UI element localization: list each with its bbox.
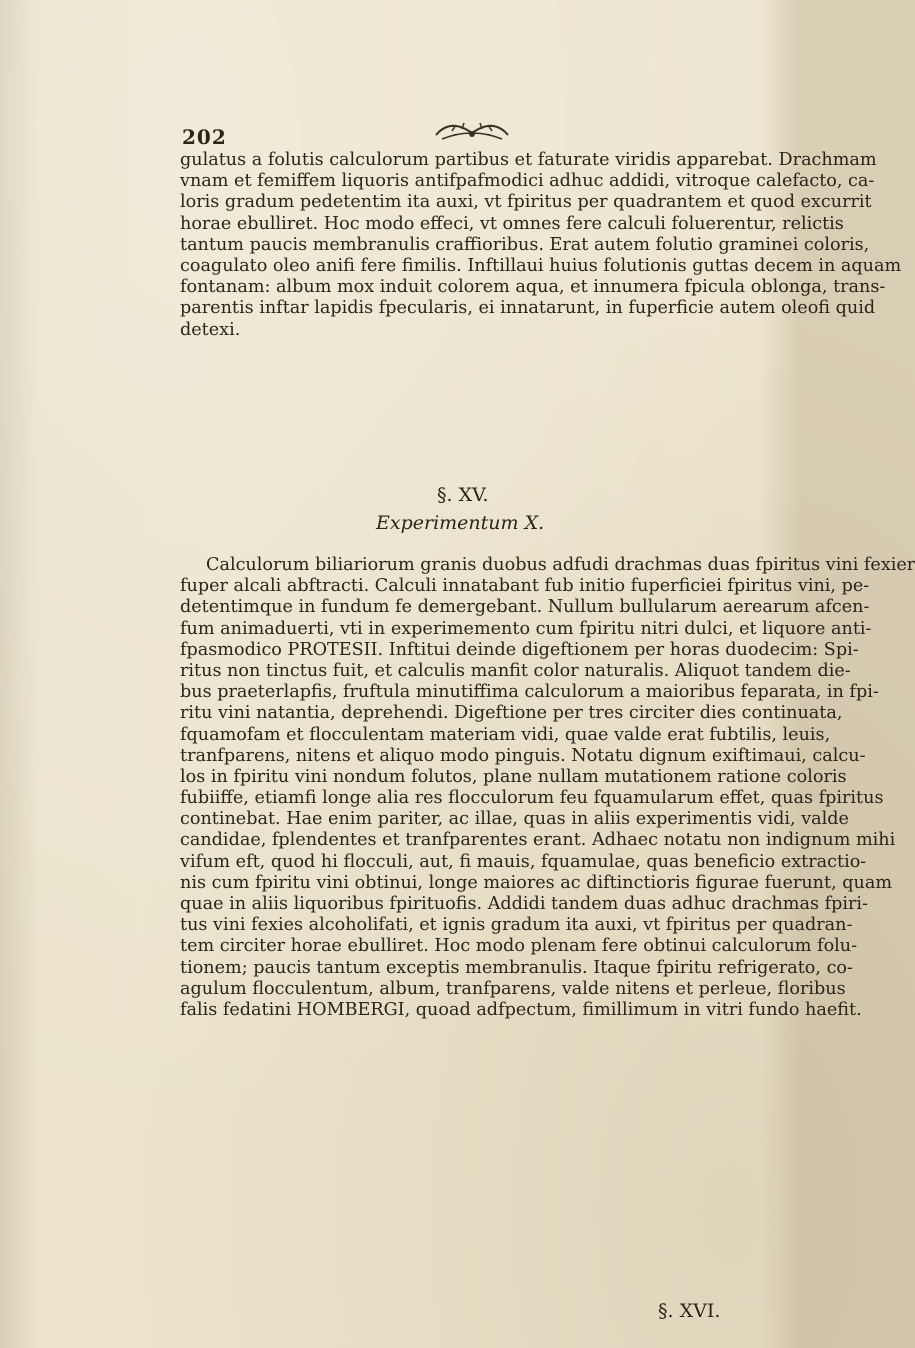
text-line: los in fpiritu vini nondum folutos, plane nullam mutationem ratione coloris bbox=[180, 766, 847, 787]
text-line: bus praeterlapfis, fruftula minutiffima calculorum a maioribus feparata, in fpi- bbox=[180, 682, 879, 703]
text-line: fuper alcali abftracti. Calculi innatabant fub initio fuperficiei fpiritus vini, pe- bbox=[180, 576, 870, 597]
text-line: loris gradum pedetentim ita auxi, vt fpiritus per quadrantem et quod excurrit bbox=[180, 192, 872, 213]
text-line: nis cum fpiritu vini obtinui, longe maiores ac diftinctioris figurae fuerunt, quam bbox=[180, 872, 893, 893]
text-line: fquamofam et flocculentam materiam vidi, quae valde erat fubtilis, leuis, bbox=[180, 724, 831, 745]
text-line: candidae, fplendentes et tranfparentes erant. Adhaec notatu non indignum mihi bbox=[180, 830, 896, 851]
text-line: agulum flocculentum, album, tranfparens, valde nitens et perleue, floribus bbox=[180, 978, 846, 999]
ornament-icon bbox=[432, 121, 512, 145]
text-line: ritus non tinctus fuit, et calculis manfit color naturalis. Aliquot tandem die- bbox=[180, 660, 851, 681]
text-line: detentimque in fundum fe demergebant. Nullum bullularum aerearum afcen- bbox=[180, 597, 870, 618]
text-line: fum animaduerti, vti in experimemento cum fpiritu nitri dulci, et liquore anti- bbox=[180, 618, 872, 639]
text-line: gulatus a folutis calculorum partibus et faturate viridis apparebat. Drachmam bbox=[180, 150, 877, 170]
text-line: tus vini fexies alcoholifati, et ignis gradum ita auxi, vt fpiritus per quadran- bbox=[180, 915, 853, 936]
text-line: vnam et femiffem liquoris antifpafmodici adhuc addidi, vitroque calefacto, ca- bbox=[180, 171, 875, 192]
text-line: tranfparens, nitens et aliquo modo pinguis. Notatu dignum exiftimaui, calcu- bbox=[180, 745, 866, 766]
text-line: fpasmodico PROTESII. Inftitui deinde digeftionem per horas duodecim: Spi- bbox=[180, 639, 859, 660]
text-line: continebat. Hae enim pariter, ac illae, quas in aliis experimentis vidi, valde bbox=[180, 809, 849, 830]
text-line: horae ebulliret. Hoc modo effeci, vt omnes fere calculi foluerentur, relictis bbox=[180, 213, 844, 234]
section-heading: §. XV. bbox=[437, 484, 489, 506]
text-line: tionem; paucis tantum exceptis membranulis. Itaque fpiritu refrigerato, co- bbox=[180, 957, 853, 978]
text-line: vifum eft, quod hi flocculi, aut, fi mauis, fquamulae, quas beneficio extractio- bbox=[180, 851, 867, 872]
catchword: §. XVI. bbox=[658, 1300, 721, 1322]
paragraph-2 bbox=[180, 555, 915, 1021]
text-line: fubiiffe, etiamfi longe alia res flocculorum feu fquamularum effet, quas fpiritus bbox=[180, 788, 884, 809]
text-line: ritu vini natantia, deprehendi. Digeftione per tres circiter dies continuata, bbox=[180, 703, 843, 724]
text-line: tantum paucis membranulis craffioribus. Erat autem folutio graminei coloris, bbox=[180, 234, 870, 255]
text-line: parentis inftar lapidis fpecularis, ei innatarunt, in fuperficie autem oleofi quid bbox=[180, 298, 876, 319]
text-line: tem circiter horae ebulliret. Hoc modo plenam fere obtinui calculorum folu- bbox=[180, 936, 858, 957]
experiment-title: Experimentum X. bbox=[376, 512, 545, 534]
text-line: Calculorum biliariorum granis duobus adfudi drachmas duas fpiritus vini fexier bbox=[206, 555, 915, 575]
text-line: quae in aliis liquoribus fpirituofis. Addidi tandem duas adhuc drachmas fpiri- bbox=[180, 894, 868, 914]
text-line: fontanam: album mox induit colorem aqua, et innumera fpicula oblonga, trans- bbox=[180, 277, 886, 298]
page-number: 202 bbox=[182, 125, 227, 149]
paragraph-1 bbox=[180, 150, 902, 341]
text-line: falis fedatini HOMBERGI, quoad adfpectum, fimillimum in vitri fundo haefit. bbox=[180, 999, 862, 1020]
text-line: detexi. bbox=[180, 319, 241, 340]
text-line: coagulato oleo anifi fere fimilis. Inftillaui huius folutionis guttas decem in aquam bbox=[180, 255, 902, 276]
